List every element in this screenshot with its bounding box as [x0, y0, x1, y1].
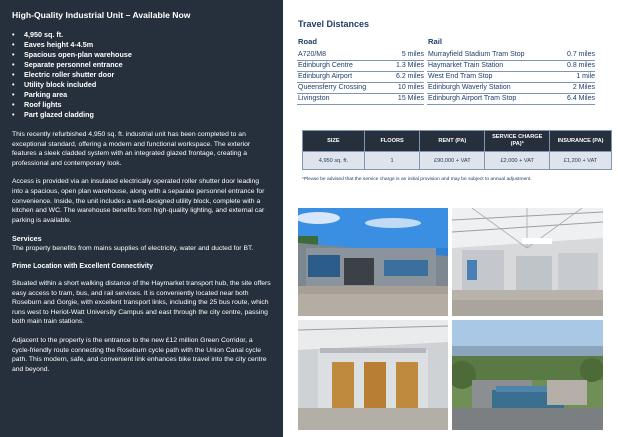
- spec-header-service-charge: SERVICE CHARGE (PA)*: [485, 131, 550, 152]
- table-row: [427, 71, 595, 82]
- travel-distances-title: Travel Distances: [298, 19, 370, 29]
- rail-distance: 1 mile: [556, 71, 595, 82]
- rail-place: Murrayfield Stadium Tram Stop: [427, 49, 556, 60]
- rail-distance-table: [427, 49, 595, 105]
- road-place: Edinburgh Centre: [297, 60, 386, 71]
- rail-distance: 0.8 miles: [556, 60, 595, 71]
- road-distance: 15 Miles: [386, 93, 424, 104]
- road-distance: 1.3 Miles: [386, 60, 424, 71]
- table-row: [303, 152, 612, 170]
- road-distance: 10 miles: [386, 82, 424, 93]
- access-paragraph: Access is provided via an insulated electrically operated roller shutter door leading into a spacious, open plan warehouse, along with a separate personnel entrance for convenience. Inside, the unit includes a well-designed utility block, complete with a kitchen and WC. The warehouse benefits from high-quality lighting, and external car parking is available.: [12, 178, 265, 224]
- spec-insurance: £1,200 + VAT: [550, 152, 612, 170]
- table-row: [427, 93, 595, 104]
- spec-header-rent: RENT (PA): [420, 131, 485, 152]
- rail-heading: Rail: [428, 37, 442, 46]
- spec-header-floors: FLOORS: [364, 131, 420, 152]
- location-heading: Prime Location with Excellent Connectivity: [12, 262, 153, 270]
- table-row: [427, 82, 595, 93]
- road-place: A720/M8: [297, 49, 386, 60]
- utility-block-photo: [298, 320, 448, 430]
- spec-floors: 1: [364, 152, 420, 170]
- feature-item: • Part glazed cladding: [12, 110, 271, 120]
- description-panel: [0, 0, 283, 437]
- location-paragraph: Situated within a short walking distance of the Haymarket transport hub, the site offers easy access to tram, bus, and rail services. It is conveniently located near both Roseburn and Gorgie, with excellent transport links, including the 25 bus route, which runs west to Heriot-Watt University Campus and east through the city centre, passing both main train stations.: [12, 279, 271, 326]
- table-row: [427, 49, 595, 60]
- rail-distance: 2 Miles: [556, 82, 595, 93]
- table-row: [297, 93, 424, 104]
- rail-place: West End Tram Stop: [427, 71, 556, 82]
- services-text: The property benefits from mains supplies of electricity, water and ducted for BT.: [12, 245, 254, 253]
- spec-size: 4,950 sq. ft.: [303, 152, 365, 170]
- road-place: Livingston: [297, 93, 386, 104]
- rail-place: Edinburgh Airport Tram Stop: [427, 93, 556, 104]
- road-place: Edinburgh Airport: [297, 71, 386, 82]
- table-row: [297, 82, 424, 93]
- green-corridor-paragraph: Adjacent to the property is the entrance to the new £12 million Green Corridor, a cycle-friendly route connecting the Roseburn cycle path with the Union Canal cycle path. This modern, safe, and convenient link enhances bike travel into the city centre and beyond.: [12, 336, 267, 373]
- property-spec-table: [302, 130, 612, 170]
- spec-header-size: SIZE: [303, 131, 365, 152]
- feature-item: • Electric roller shutter door: [12, 70, 271, 80]
- feature-item: • Utility block included: [12, 80, 271, 90]
- rail-place: Edinburgh Waverly Station: [427, 82, 556, 93]
- feature-item: • Separate personnel entrance: [12, 60, 271, 70]
- feature-item: • Eaves height 4-4.5m: [12, 40, 271, 50]
- table-row: [297, 49, 424, 60]
- details-column: [283, 0, 618, 437]
- table-row: [427, 60, 595, 71]
- page-heading: High-Quality Industrial Unit – Available Now: [12, 10, 191, 20]
- feature-item: • Roof lights: [12, 100, 271, 110]
- spec-rent: £90,000 + VAT: [420, 152, 485, 170]
- road-heading: Road: [298, 37, 317, 46]
- rail-distance: 6.4 Miles: [556, 93, 595, 104]
- rail-distance: 0.7 miles: [556, 49, 595, 60]
- spec-header-insurance: INSURANCE (PA): [550, 131, 612, 152]
- feature-item: • 4,950 sq. ft.: [12, 30, 271, 40]
- road-distance: 5 miles: [386, 49, 424, 60]
- exterior-photo: [298, 208, 448, 316]
- warehouse-interior-photo: [452, 208, 603, 316]
- road-distance-table: [297, 49, 424, 105]
- feature-item: • Parking area: [12, 90, 271, 100]
- aerial-photo: [452, 320, 603, 430]
- feature-list: [12, 30, 271, 120]
- feature-item: • Spacious open-plan warehouse: [12, 50, 271, 60]
- spec-service-charge: £2,000 + VAT: [485, 152, 550, 170]
- table-header-row: [303, 131, 612, 152]
- service-charge-note: *Please be advised that the service charge is an initial provision and may be subject to annual adjustment.: [302, 177, 532, 182]
- description-paragraph: This recently refurbished 4,950 sq. ft. industrial unit has been completed to an exceptional standard, offering a modern and functional workspace. The exterior features a sleek cladded system with an integrated glazed frontage, creating a professional and contemporary look.: [12, 131, 251, 167]
- services-heading: Services: [12, 234, 42, 244]
- table-row: [297, 71, 424, 82]
- rail-place: Haymarket Train Station: [427, 60, 556, 71]
- road-distance: 6.2 miles: [386, 71, 424, 82]
- table-row: [297, 60, 424, 71]
- road-place: Queensferry Crossing: [297, 82, 386, 93]
